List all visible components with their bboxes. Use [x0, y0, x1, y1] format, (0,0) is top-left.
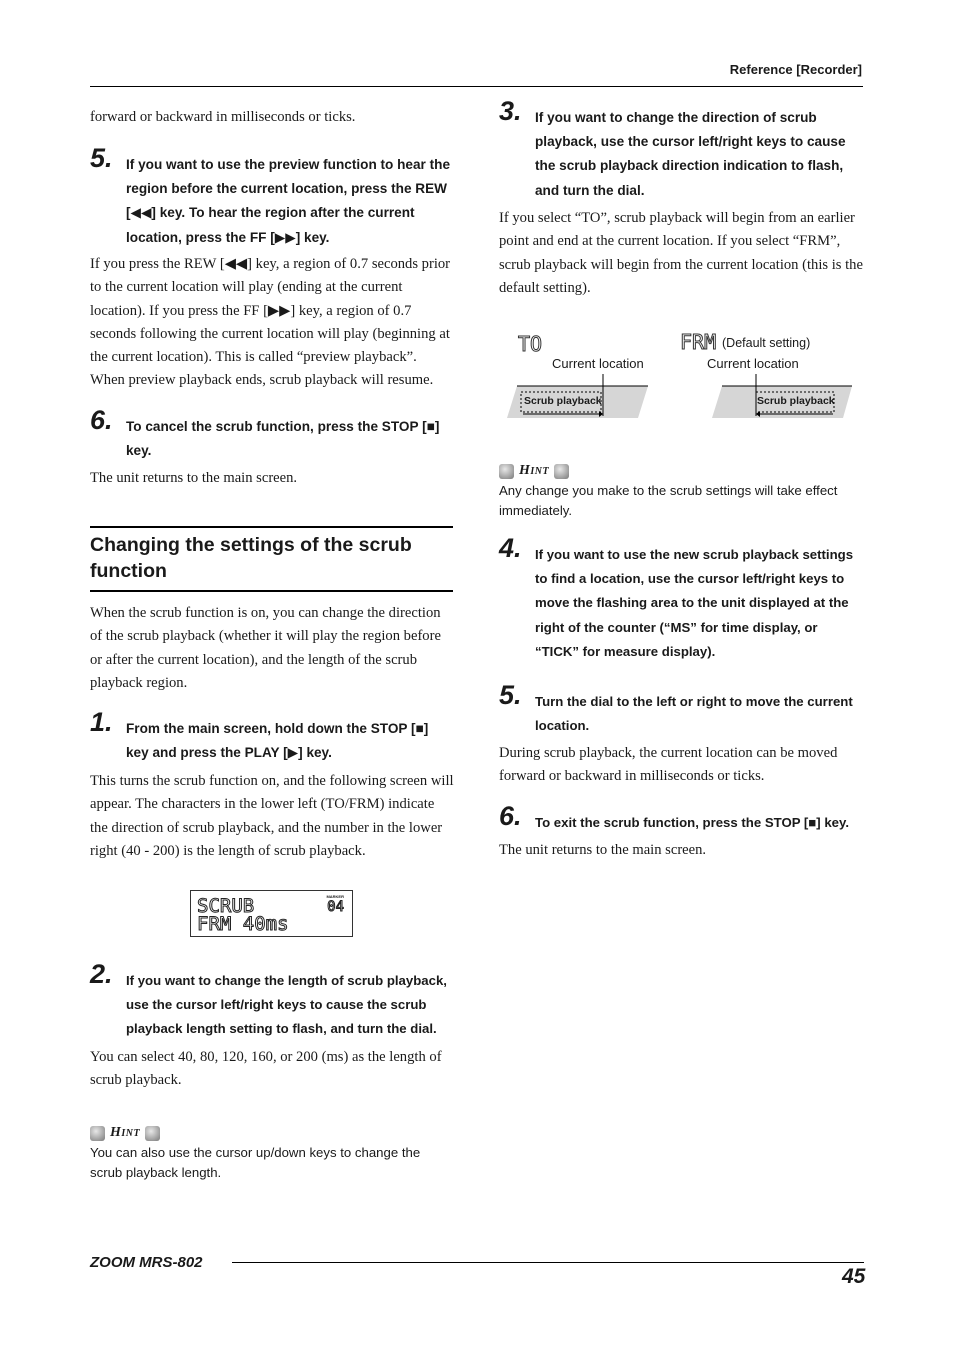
footer-rule — [232, 1262, 864, 1263]
step-5-body: If you press the REW [◀◀] key, a region of 0.7 seconds prior to the current location will play (ending at the current location). If you press the FF [▶▶] key, a region of 0.7 seconds following the current location will play (beginning at the current location). This is called “preview playback”. When preview playback ends, scrub playback will resume. — [90, 256, 451, 389]
step-6-body: The unit returns to the main screen. — [90, 470, 298, 486]
frm-indicator: FRM — [680, 330, 717, 354]
step-number: 1. — [90, 707, 113, 737]
hint-label: Hint — [110, 1125, 141, 1140]
hint-bullet-icon — [145, 1126, 160, 1141]
scrub-direction-diagram — [499, 328, 863, 424]
to-indicator: TO — [518, 332, 543, 356]
step-5-right-body: During scrub playback, the current location can be moved forward or backward in milliseconds or ticks. — [499, 745, 838, 785]
scrub-playback-label-to: Scrub playback — [524, 395, 602, 407]
step-number: 5. — [90, 143, 113, 173]
lcd-line-1: SCRUB — [197, 895, 255, 917]
footer-product-name: ZOOM MRS-802 — [90, 1254, 203, 1271]
step-number: 6. — [499, 801, 522, 831]
lcd-line-2: FRM 40ms — [197, 913, 289, 935]
page-number: 45 — [842, 1265, 866, 1288]
section-intro: When the scrub function is on, you can change the direction of the scrub playback (whether it will play the region before or after the current location), and the length of the scrub playback region. — [90, 605, 441, 691]
step-4 — [499, 533, 863, 664]
continuation-paragraph: forward or backward in milliseconds or ticks. — [90, 109, 356, 125]
step-6-right-body: The unit returns to the main screen. — [499, 842, 707, 858]
step-heading: If you want to use the preview function to hear the region before the current location, press the REW [◀◀] key. To hear the region after the current location, press the FF [▶▶] key. — [126, 157, 451, 245]
step-heading: To exit the scrub function, press the STOP [■] key. — [535, 815, 850, 830]
step-number: 3. — [499, 96, 522, 126]
step-1-body: This turns the scrub function on, and the following screen will appear. The characters in the lower left (TO/FRM) indicate the direction of scrub playback, and the number in the lower right (40 - 200) is the length of scrub playback. — [90, 773, 454, 859]
hint-label: Hint — [519, 463, 550, 478]
header-rule — [90, 86, 863, 87]
hint-text-right: Any change you make to the scrub settings will take effect immediately. — [499, 483, 838, 518]
step-3 — [499, 96, 863, 203]
step-number: 2. — [90, 959, 113, 989]
hint-text-left: You can also use the cursor up/down keys to change the scrub playback length. — [90, 1145, 421, 1180]
step-heading: To cancel the scrub function, press the STOP [■] key. — [126, 419, 440, 459]
section-rule-top — [90, 526, 453, 528]
step-heading: If you want to use the new scrub playback settings to find a location, use the cursor left/right keys to move the flashing area to the unit displayed at the right of the counter (“MS” for time display, or “TICK” for measure display). — [535, 547, 854, 659]
scrub-playback-label-frm: Scrub playback — [757, 395, 835, 407]
step-number: 5. — [499, 680, 522, 710]
step-number: 6. — [90, 405, 113, 435]
current-location-label-to: Current location — [552, 356, 644, 371]
hint-heading-right — [499, 463, 569, 479]
lcd-marker-tag: MARKER — [326, 894, 344, 899]
hint-bullet-icon — [90, 1126, 105, 1141]
step-3-body: If you select “TO”, scrub playback will begin from an earlier point and end at the current location. If you select “FRM”, scrub playback will begin from the current location (this is the default setting). — [499, 210, 863, 296]
step-heading: If you want to change the direction of scrub playback, use the cursor left/right keys to cause the scrub playback direction indication to flash, and turn the dial. — [535, 110, 846, 198]
running-header: Reference [Recorder] — [729, 62, 862, 77]
step-1 — [90, 707, 454, 765]
step-6-left — [90, 405, 454, 463]
step-5-left — [90, 143, 454, 250]
section-rule-bottom — [90, 590, 453, 592]
lcd-marker-number: 04 — [327, 899, 344, 915]
step-heading: If you want to change the length of scrub playback, use the cursor left/right keys to cause the scrub playback length setting to flash, and turn the dial. — [126, 973, 447, 1037]
section-title: Changing the settings of the scrub function — [90, 534, 412, 582]
step-heading: From the main screen, hold down the STOP [■] key and press the PLAY [▶] key. — [126, 721, 429, 761]
step-5-right — [499, 680, 863, 738]
step-6-right — [499, 801, 863, 835]
hint-bullet-icon — [499, 464, 514, 479]
current-location-label-frm: Current location — [707, 356, 799, 371]
hint-bullet-icon — [554, 464, 569, 479]
step-2 — [90, 959, 454, 1042]
step-2-body: You can select 40, 80, 120, 160, or 200 (ms) as the length of scrub playback. — [90, 1049, 442, 1089]
diagram-graphics — [499, 328, 863, 424]
step-heading: Turn the dial to the left or right to move the current location. — [535, 694, 853, 734]
step-number: 4. — [499, 533, 522, 563]
lcd-display — [190, 890, 353, 937]
hint-heading-left — [90, 1125, 160, 1141]
default-setting-note: (Default setting) — [722, 336, 811, 350]
